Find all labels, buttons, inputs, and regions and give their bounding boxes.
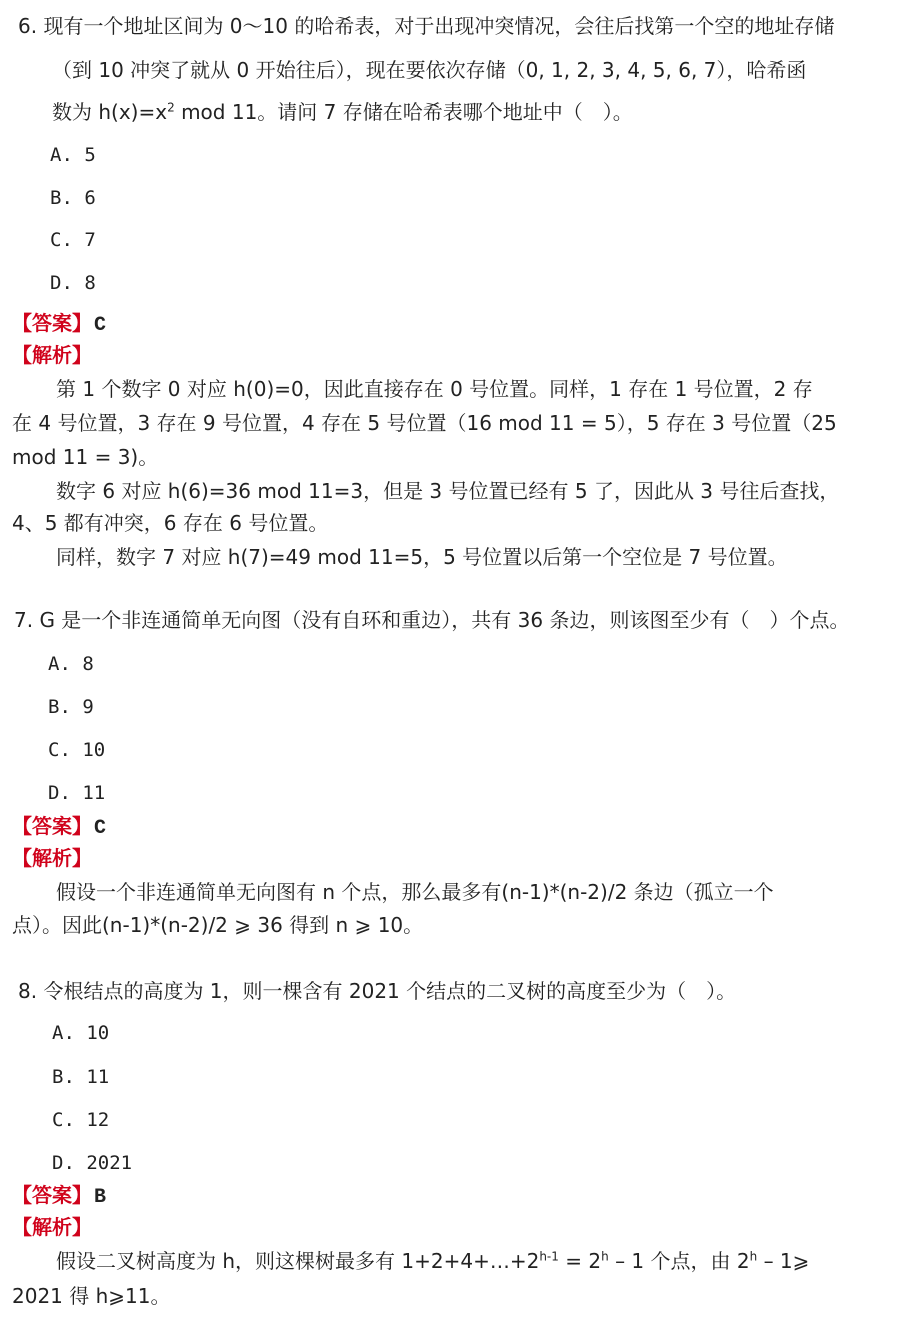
q8-analysis-sup2: h (601, 1249, 609, 1264)
q7-analysis-tag: 【解析】 (12, 846, 92, 870)
q8-analysis-line1-a: 假设二叉树高度为 h，则这棵树最多有 1+2+4+…+2 (56, 1249, 540, 1273)
q6-analysis-line1: 第 1 个数字 0 对应 h(0)=0，因此直接存在 0 号位置。同样，1 存在 1 号位置，2 存 (56, 377, 813, 401)
q8-analysis-line2: 2021 得 h⩾11。 (12, 1284, 171, 1308)
q6-stem-line2: （到 10 冲突了就从 0 开始往后），现在要依次存储（0, 1, 2, 3, 4, 5, 6, 7），哈希函 (52, 58, 807, 82)
q6-answer-value: C (94, 314, 107, 337)
q6-analysis-line6: 同样，数字 7 对应 h(7)=49 mod 11=5，5 号位置以后第一个空位是 7 号位置。 (56, 545, 788, 569)
q6-analysis-tag: 【解析】 (12, 343, 92, 367)
q8-analysis-line1-b: = 2 (558, 1249, 602, 1273)
q8-option-a[interactable]: A. 10 (52, 1022, 110, 1044)
q6-option-d[interactable]: D. 8 (50, 272, 96, 294)
q6-stem-line1: 6. 现有一个地址区间为 0～10 的哈希表，对于出现冲突情况，会往后找第一个空的地址存储 (18, 14, 835, 38)
q7-analysis-line1: 假设一个非连通简单无向图有 n 个点，那么最多有(n-1)*(n-2)/2 条边（孤立一个 (56, 880, 774, 904)
q7-stem-line1: 7. G 是一个非连通简单无向图（没有自环和重边），共有 36 条边，则该图至少有（ ）个点。 (14, 608, 850, 632)
q8-stem-line1: 8. 令根结点的高度为 1，则一棵含有 2021 个结点的二叉树的高度至少为（ ）。 (18, 979, 737, 1003)
q8-analysis-line1-c: – 1 个点，由 2 (608, 1249, 750, 1273)
q6-analysis-line4: 数字 6 对应 h(6)=36 mod 11=3，但是 3 号位置已经有 5 了，因此从 3 号往后查找， (56, 479, 840, 503)
q6-stem-line3-b: mod 11。请问 7 存储在哈希表哪个地址中（ ）。 (174, 100, 633, 124)
q6-option-b[interactable]: B. 6 (50, 187, 96, 209)
q7-option-c[interactable]: C. 10 (48, 739, 106, 761)
q7-option-a[interactable]: A. 8 (48, 653, 94, 675)
q6-answer-tag: 【答案】 (12, 311, 92, 335)
q6-option-a[interactable]: A. 5 (50, 144, 96, 166)
q6-stem-line3-a: 数为 h(x)=x (52, 100, 168, 124)
q8-analysis-tag: 【解析】 (12, 1215, 92, 1239)
q8-answer-row (12, 1182, 106, 1211)
q8-option-c[interactable]: C. 12 (52, 1109, 110, 1131)
q7-answer-tag: 【答案】 (12, 814, 92, 838)
q7-answer-value: C (94, 817, 107, 840)
q8-answer-value: B (94, 1186, 107, 1209)
q8-analysis-sup1: h-1 (539, 1249, 559, 1264)
q7-answer-row (12, 813, 106, 842)
q6-stem-line3 (52, 99, 633, 125)
q6-option-c[interactable]: C. 7 (50, 229, 96, 251)
q6-analysis-line3: mod 11 = 3)。 (12, 445, 159, 469)
q8-option-d[interactable]: D. 2021 (52, 1152, 133, 1174)
q8-analysis-line1 (56, 1248, 809, 1274)
q8-option-b[interactable]: B. 11 (52, 1066, 110, 1088)
q7-option-d[interactable]: D. 11 (48, 782, 106, 804)
q8-analysis-line1-d: – 1⩾ (757, 1249, 810, 1273)
q6-analysis-line5: 4、5 都有冲突，6 存在 6 号位置。 (12, 511, 329, 535)
q7-option-b[interactable]: B. 9 (48, 696, 94, 718)
q8-analysis-sup3: h (749, 1249, 758, 1264)
q8-answer-tag: 【答案】 (12, 1183, 92, 1207)
q6-analysis-line2: 在 4 号位置，3 存在 9 号位置，4 存在 5 号位置（16 mod 11 = 5），5 存在 3 号位置（25 (12, 411, 837, 435)
q6-answer-row (12, 310, 106, 339)
q6-stem-line3-sup: 2 (167, 100, 175, 115)
q7-analysis-line2: 点）。因此(n-1)*(n-2)/2 ⩾ 36 得到 n ⩾ 10。 (12, 913, 424, 937)
